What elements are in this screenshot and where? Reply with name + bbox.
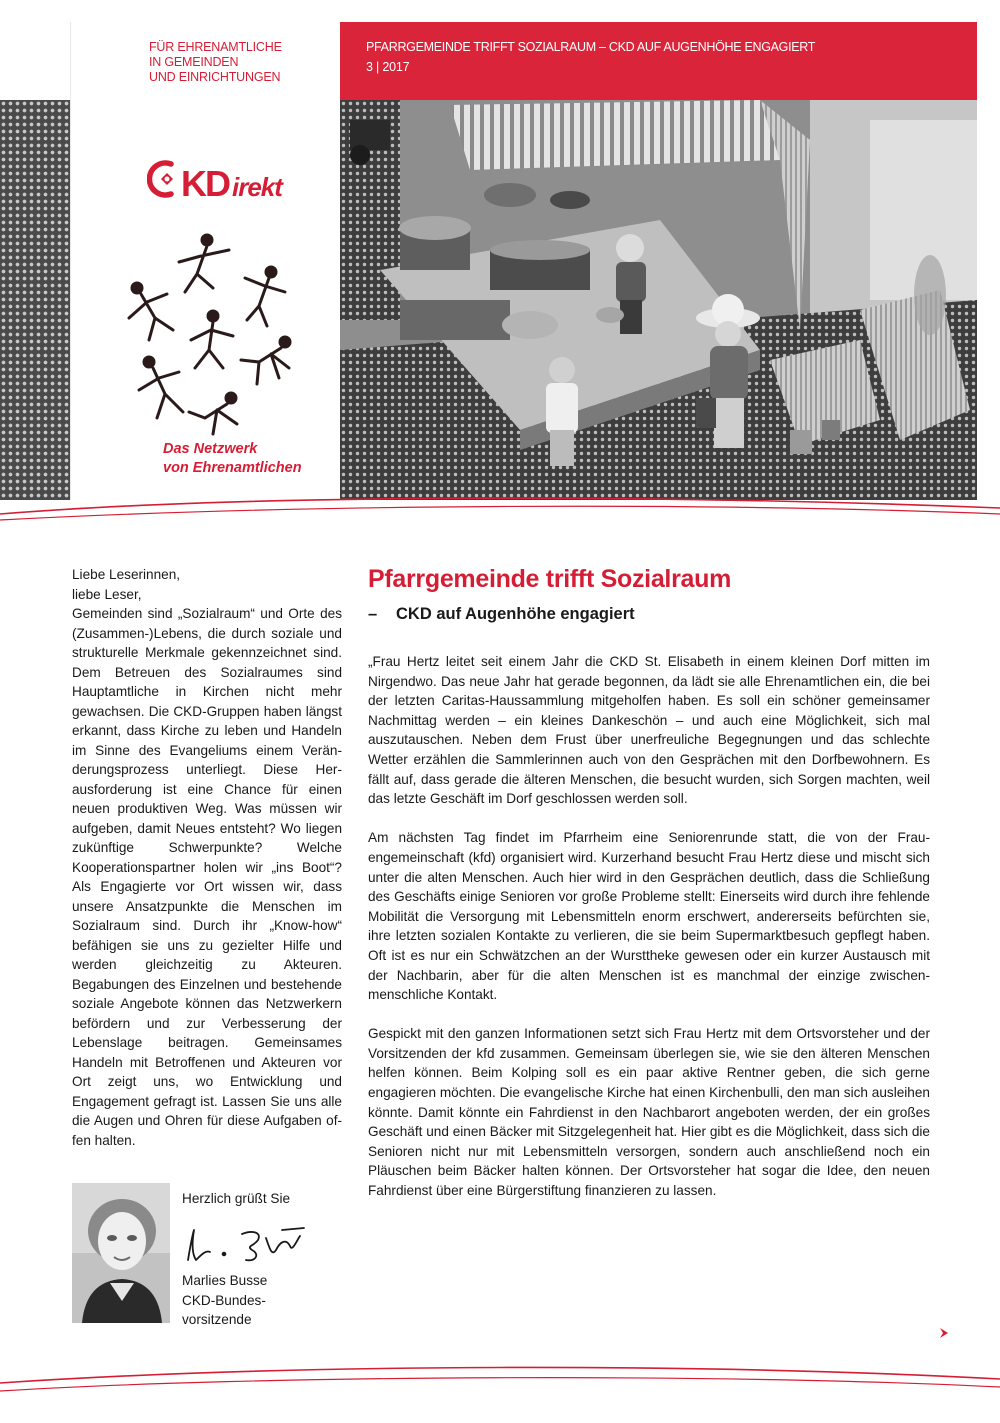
subhead-text: CKD auf Augenhöhe engagiert [396,605,635,623]
letter-greeting: Herzlich grüßt Sie [182,1191,291,1206]
banner-title: PFARRGEMEINDE TRIFFT SOZIALRAUM – CKD AUF AUGENHÖHE ENGAGIERT [366,40,816,54]
mesh-background [0,100,70,500]
cover-photo [340,100,977,500]
network-slogan-line: Das Netzwerk [163,441,258,457]
network-slogan [163,440,333,478]
subhead-dash: – [368,605,378,623]
svg-text:KD: KD [181,163,229,204]
signer-title: CKD-Bundes- [182,1292,266,1308]
letter-body: Gemeinden sind „Sozialraum“ und Orte des (Zusammen-)Lebens, die durch soziale und strukturelle Merkmale gekennzeichnet sind. Dem Betreuen des Sozialraumes sind Hauptamtliche in Kirchen nicht mehr gewachsen. Die CKD-Gruppen haben längst erkannt, dass Kirche zu leben und Handeln im Sinne des Evangeliums einem Veränderungsprozess unterliegt. Diese Herausforderung ist eine Chance für einen neuen produktiven Weg. Was müssen wir aufgeben, damit Neues entsteht? Wo liegen zukünftige Schwerpunkte? Welche Kooperationspartner holen wir „ins Boot“? Als Engagierte vor Ort wissen wir, dass unsere Ansatzpunkte die Menschen im Sozialraum sind. Durch ihr „Know-how“ befähigen sie uns zu gezielter Hilfe und werden gleichzeitig zu Akteuren. Begabungen des Einzelnen und bestehende soziale Angebote können das Netzwerkern befördern und zur Verbesserung der Lebenslage beitragen. Gemeinsames Handeln mit Betroffenen und Akteuren vor Ort zeigt uns, wo Entwicklung und Engagement gefragt ist. Lassen Sie uns alle die Augen und Ohren für diese Aufgaben offen halten. [72,606,342,1148]
header [0,0,1000,520]
article-paragraph: Am nächsten Tag findet im Pfarrheim eine Seniorenrunde statt, die von der Frauengemeinschaft (kfd) organisiert wird. Kurzerhand besucht Frau Hertz diese und mischt sich unter die alten Menschen. Auch hier wird in den Gesprächen deutlich, dass die Schließung des Geschäfts einige Senioren vor große Probleme stellt: Einerseits wird durch ihre fehlende Mobilität die Versorgung mit Lebensmitteln enorm erschwert, andererseits befürchten sie, ihre letzten sozialen Kontakte zu verlieren, die sie beim Supermarktbesuch gepflegt haben. Oft ist es nur ein Schwätzchen an der Wursttheke gewesen oder ein kurzer Austausch mit der Nachbarin, aber für die alten Menschen ist es manchmal der einzige zwischenmenschliche Kontakt. [368,830,930,1003]
issue-number: 3 | 2017 [366,60,410,74]
svg-text:irekt: irekt [232,172,282,202]
signer-name: Marlies Busse [182,1273,268,1288]
chevron-right-icon[interactable] [938,1327,950,1339]
decorative-wave-top [0,488,1000,528]
brand-panel [70,22,340,500]
tagline-line: UND EINRICHTUNGEN [149,70,281,84]
signature-icon [182,1220,322,1268]
article-subhead [368,605,635,624]
article-paragraph: Gespickt mit den ganzen Informationen setzt sich Frau Hertz mit dem Ortsvorsteher und der Vorsitzenden der kfd zusammen. Gemeinsam überlegen sie, wie sie den älteren Menschen helfen können. Beim Kolping soll es ein paar aktive Rentner geben, die sich gerne engagieren möchten. Die evangelische Kirche hat einen Kirchenbulli, den man sich ausleihen könnte. Damit könnte ein Fahrdienst in den Nachbarort angeboten werden, der ein großes Geschäft und einen Bäcker mit Sitzgelegenheit hat. Hier gibt es die Möglichkeit, dass sich die Senioren nicht nur mit Lebensmitteln versorgen, sondern auch anschließend noch ein Pläuschen beim Bäcker halten können. Der Ortsvorsteher hat sogar die Idee, den neuen Fahrdienst über eine Bürgerstiftung finanzieren zu lassen. [368,1026,930,1199]
network-slogan-line: von Ehrenamtlichen [163,460,302,476]
article-paragraph: „Frau Hertz leitet seit einem Jahr die CKD St. Elisabeth in einem kleinen Dorf mitten im Nirgendwo. Das neue Jahr hat gerade begonnen, da lädt sie alle Ehrenamtlichen ein, die bei der letzten Caritas-Haussammlung mitgeholfen haben. Es soll ein schöner gemeinsamer Nachmittag werden – ein kleines Dankeschön – und auch eine Möglichkeit, sich mal auszutauschen. Neben dem Frust über unerfreuliche Begegnungen und das schlechte Wetter erzählen die Sammlerinnen auch von den Gesprächen mit den Dorfbewohnern. Es fällt auf, dass gerade die älteren Menschen, die besucht wurden, sich Sorgen machten, weil das letzte Geschäft im Dorf geschlossen werden soll. [368,654,930,807]
network-figures-icon [109,222,309,442]
letter-salutation: Liebe Leserinnen, [72,567,181,582]
tagline-line: IN GEMEINDEN [149,55,239,69]
article-body [368,652,930,1220]
signer-title: vorsitzende [182,1312,252,1327]
editorial-letter [72,565,342,1150]
tagline-line: FÜR EHRENAMTLICHE [149,40,282,54]
author-portrait [72,1183,170,1323]
ckd-logo-icon [147,150,317,212]
tagline [149,40,339,85]
decorative-wave-bottom [0,1355,1000,1405]
title-banner [340,22,977,100]
signer-block [182,1271,267,1330]
letter-salutation: liebe Leser, [72,586,142,602]
article-headline: Pfarrgemeinde trifft Sozialraum [368,565,732,593]
